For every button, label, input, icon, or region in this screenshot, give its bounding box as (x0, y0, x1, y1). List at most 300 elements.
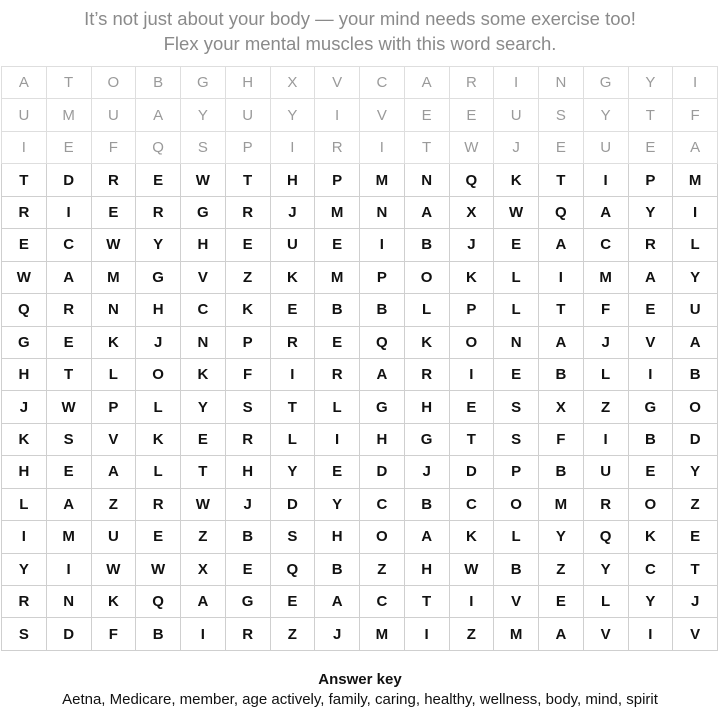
grid-cell: O (136, 358, 181, 390)
grid-row (2, 391, 718, 423)
grid-cell: N (494, 326, 539, 358)
grid-cell: O (494, 488, 539, 520)
grid-cell: F (91, 131, 136, 163)
grid-cell: A (360, 358, 405, 390)
grid-cell: T (225, 164, 270, 196)
grid-cell: Q (583, 521, 628, 553)
grid-cell: Y (539, 521, 584, 553)
grid-cell: E (46, 131, 91, 163)
grid-cell: X (270, 67, 315, 99)
grid-cell: I (315, 99, 360, 131)
grid-cell: R (270, 326, 315, 358)
answer-key-words: Aetna, Medicare, member, age actively, family, caring, healthy, wellness, body, mind, spirit (62, 691, 658, 708)
grid-cell: B (628, 423, 673, 455)
grid-cell: R (315, 131, 360, 163)
grid-cell: K (181, 358, 226, 390)
grid-cell: W (181, 164, 226, 196)
grid-cell: E (628, 294, 673, 326)
grid-cell: T (404, 131, 449, 163)
grid-cell: A (539, 229, 584, 261)
grid-cell: K (2, 423, 47, 455)
grid-cell: A (673, 131, 718, 163)
grid-cell: E (628, 131, 673, 163)
grid-cell: B (404, 488, 449, 520)
grid-cell: G (628, 391, 673, 423)
grid-cell: H (315, 521, 360, 553)
grid-cell: E (539, 131, 584, 163)
grid-row (2, 488, 718, 520)
grid-row (2, 261, 718, 293)
grid-cell: T (628, 99, 673, 131)
grid-cell: L (2, 488, 47, 520)
grid-cell: F (91, 618, 136, 651)
grid-cell: I (181, 618, 226, 651)
grid-cell: E (225, 553, 270, 585)
grid-cell: M (315, 261, 360, 293)
grid-cell: D (673, 423, 718, 455)
grid-cell: A (628, 261, 673, 293)
grid-cell: Y (315, 488, 360, 520)
grid-row (2, 196, 718, 228)
grid-cell: Q (270, 553, 315, 585)
grid-cell: C (360, 67, 405, 99)
grid-cell: B (539, 358, 584, 390)
grid-cell: A (539, 618, 584, 651)
grid-cell: E (315, 229, 360, 261)
grid-cell: W (2, 261, 47, 293)
grid-cell: P (225, 326, 270, 358)
grid-cell: V (673, 618, 718, 651)
grid-cell: E (270, 586, 315, 618)
grid-cell: E (449, 391, 494, 423)
grid-cell: D (46, 164, 91, 196)
grid-cell: W (449, 553, 494, 585)
grid-cell: E (91, 196, 136, 228)
grid-cell: X (539, 391, 584, 423)
grid-cell: Q (449, 164, 494, 196)
grid-cell: G (181, 196, 226, 228)
grid-cell: P (449, 294, 494, 326)
grid-cell: Y (2, 553, 47, 585)
grid-cell: B (494, 553, 539, 585)
grid-cell: E (136, 164, 181, 196)
grid-cell: J (225, 488, 270, 520)
grid-cell: R (628, 229, 673, 261)
grid-cell: W (91, 229, 136, 261)
grid-cell: Y (181, 99, 226, 131)
grid-cell: B (539, 456, 584, 488)
grid-cell: K (404, 326, 449, 358)
grid-cell: Y (628, 586, 673, 618)
grid-cell: A (539, 326, 584, 358)
grid-cell: J (449, 229, 494, 261)
grid-cell: Z (449, 618, 494, 651)
grid-cell: O (91, 67, 136, 99)
grid-cell: I (46, 196, 91, 228)
grid-row (2, 618, 718, 651)
grid-cell: M (46, 99, 91, 131)
grid-cell: U (583, 131, 628, 163)
grid-cell: I (628, 358, 673, 390)
grid-cell: K (225, 294, 270, 326)
grid-cell: J (270, 196, 315, 228)
grid-cell: M (360, 164, 405, 196)
grid-cell: I (404, 618, 449, 651)
grid-cell: G (136, 261, 181, 293)
grid-cell: S (46, 423, 91, 455)
grid-cell: B (136, 67, 181, 99)
grid-cell: Q (136, 131, 181, 163)
grid-cell: Q (539, 196, 584, 228)
grid-cell: E (673, 521, 718, 553)
grid-cell: E (494, 358, 539, 390)
grid-row (2, 164, 718, 196)
grid-cell: Z (270, 618, 315, 651)
grid-cell: T (2, 164, 47, 196)
grid-cell: K (449, 261, 494, 293)
grid-cell: U (583, 456, 628, 488)
grid-cell: A (2, 67, 47, 99)
grid-cell: J (136, 326, 181, 358)
grid-cell: I (2, 131, 47, 163)
grid-cell: I (673, 196, 718, 228)
grid-cell: O (449, 326, 494, 358)
grid-cell: E (449, 99, 494, 131)
grid-cell: I (2, 521, 47, 553)
grid-cell: W (181, 488, 226, 520)
grid-cell: F (583, 294, 628, 326)
grid-cell: T (270, 391, 315, 423)
grid-cell: I (628, 618, 673, 651)
grid-cell: R (91, 164, 136, 196)
grid-cell: I (583, 164, 628, 196)
grid-cell: I (360, 229, 405, 261)
grid-cell: H (136, 294, 181, 326)
grid-row (2, 586, 718, 618)
grid-cell: Z (91, 488, 136, 520)
grid-cell: T (449, 423, 494, 455)
grid-cell: W (136, 553, 181, 585)
grid-cell: L (404, 294, 449, 326)
grid-cell: N (181, 326, 226, 358)
grid-cell: A (673, 326, 718, 358)
grid-cell: P (91, 391, 136, 423)
grid-cell: J (315, 618, 360, 651)
grid-cell: T (673, 553, 718, 585)
grid-cell: B (315, 294, 360, 326)
grid-row (2, 67, 718, 99)
grid-cell: W (449, 131, 494, 163)
grid-cell: X (449, 196, 494, 228)
grid-cell: A (404, 196, 449, 228)
grid-cell: Y (583, 99, 628, 131)
grid-cell: E (136, 521, 181, 553)
grid-cell: H (360, 423, 405, 455)
grid-cell: R (2, 196, 47, 228)
grid-cell: V (360, 99, 405, 131)
grid-row (2, 358, 718, 390)
grid-cell: H (404, 391, 449, 423)
grid-cell: Y (583, 553, 628, 585)
grid-cell: J (494, 131, 539, 163)
grid-cell: B (360, 294, 405, 326)
grid-cell: P (315, 164, 360, 196)
grid-cell: A (46, 488, 91, 520)
grid-cell: C (360, 586, 405, 618)
grid-cell: O (360, 521, 405, 553)
grid-cell: G (2, 326, 47, 358)
grid-cell: E (628, 456, 673, 488)
grid-cell: L (136, 391, 181, 423)
grid-cell: K (628, 521, 673, 553)
grid-cell: J (2, 391, 47, 423)
grid-cell: K (270, 261, 315, 293)
grid-cell: L (270, 423, 315, 455)
grid-cell: Z (360, 553, 405, 585)
grid-row (2, 99, 718, 131)
grid-cell: R (225, 618, 270, 651)
grid-cell: Z (673, 488, 718, 520)
grid-cell: M (315, 196, 360, 228)
grid-cell: Y (628, 67, 673, 99)
grid-cell: B (404, 229, 449, 261)
grid-cell: R (225, 196, 270, 228)
grid-cell: K (91, 326, 136, 358)
grid-cell: A (181, 586, 226, 618)
grid-cell: E (539, 586, 584, 618)
grid-cell: A (404, 67, 449, 99)
grid-cell: D (360, 456, 405, 488)
grid-cell: V (91, 423, 136, 455)
grid-cell: I (449, 586, 494, 618)
grid-cell: Q (2, 294, 47, 326)
grid-cell: K (449, 521, 494, 553)
grid-cell: U (91, 99, 136, 131)
grid-cell: H (181, 229, 226, 261)
grid-cell: Z (225, 261, 270, 293)
grid-cell: J (404, 456, 449, 488)
grid-cell: E (494, 229, 539, 261)
grid-cell: T (539, 164, 584, 196)
grid-cell: I (539, 261, 584, 293)
grid-cell: F (673, 99, 718, 131)
grid-cell: Y (181, 391, 226, 423)
grid-cell: N (46, 586, 91, 618)
grid-cell: B (673, 358, 718, 390)
grid-cell: Y (628, 196, 673, 228)
grid-cell: Z (583, 391, 628, 423)
grid-cell: C (583, 229, 628, 261)
grid-cell: U (673, 294, 718, 326)
grid-cell: Z (181, 521, 226, 553)
grid-row (2, 294, 718, 326)
grid-cell: A (404, 521, 449, 553)
grid-cell: N (404, 164, 449, 196)
grid-cell: S (494, 423, 539, 455)
grid-cell: W (91, 553, 136, 585)
grid-cell: L (136, 456, 181, 488)
grid-cell: M (583, 261, 628, 293)
grid-cell: V (628, 326, 673, 358)
grid-cell: B (315, 553, 360, 585)
answer-key (0, 670, 720, 710)
grid-row (2, 521, 718, 553)
answer-key-title: Answer key (318, 671, 402, 688)
grid-cell: I (673, 67, 718, 99)
grid-cell: L (91, 358, 136, 390)
grid-cell: I (270, 131, 315, 163)
grid-cell: C (46, 229, 91, 261)
grid-cell: V (315, 67, 360, 99)
grid-cell: C (449, 488, 494, 520)
grid-cell: H (2, 456, 47, 488)
grid-cell: V (583, 618, 628, 651)
grid-cell: U (91, 521, 136, 553)
grid-cell: C (628, 553, 673, 585)
grid-cell: F (539, 423, 584, 455)
grid-cell: E (46, 326, 91, 358)
grid-cell: O (404, 261, 449, 293)
grid-cell: H (270, 164, 315, 196)
grid-cell: M (673, 164, 718, 196)
grid-cell: P (360, 261, 405, 293)
grid-cell: I (315, 423, 360, 455)
grid-cell: Z (539, 553, 584, 585)
grid-cell: K (136, 423, 181, 455)
grid-cell: I (46, 553, 91, 585)
grid-cell: D (270, 488, 315, 520)
grid-cell: E (46, 456, 91, 488)
grid-cell: F (225, 358, 270, 390)
grid-cell: A (91, 456, 136, 488)
grid-cell: H (2, 358, 47, 390)
grid-cell: Y (673, 456, 718, 488)
grid-cell: V (494, 586, 539, 618)
grid-cell: G (583, 67, 628, 99)
grid-cell: I (360, 131, 405, 163)
grid-cell: T (46, 67, 91, 99)
grid-cell: I (449, 358, 494, 390)
grid-cell: E (225, 229, 270, 261)
grid-cell: I (270, 358, 315, 390)
grid-cell: R (136, 488, 181, 520)
grid-cell: R (583, 488, 628, 520)
grid-cell: N (539, 67, 584, 99)
grid-cell: W (46, 391, 91, 423)
grid-cell: J (583, 326, 628, 358)
grid-cell: W (494, 196, 539, 228)
grid-cell: M (91, 261, 136, 293)
grid-cell: J (673, 586, 718, 618)
grid-cell: S (494, 391, 539, 423)
grid-row (2, 553, 718, 585)
grid-cell: K (494, 164, 539, 196)
grid-cell: O (673, 391, 718, 423)
grid-cell: U (494, 99, 539, 131)
grid-cell: C (360, 488, 405, 520)
grid-cell: T (46, 358, 91, 390)
grid-cell: G (181, 67, 226, 99)
grid-cell: R (315, 358, 360, 390)
grid-cell: S (181, 131, 226, 163)
grid-cell: L (494, 521, 539, 553)
grid-cell: M (539, 488, 584, 520)
grid-cell: R (404, 358, 449, 390)
grid-cell: U (270, 229, 315, 261)
intro-text (0, 6, 720, 56)
grid-cell: E (404, 99, 449, 131)
grid-cell: S (225, 391, 270, 423)
grid-cell: T (404, 586, 449, 618)
grid-cell: L (673, 229, 718, 261)
grid-cell: E (315, 326, 360, 358)
grid-cell: X (181, 553, 226, 585)
intro-line-1: It’s not just about your body — your mind needs some exercise too! (84, 8, 636, 29)
grid-row (2, 229, 718, 261)
grid-cell: L (494, 294, 539, 326)
grid-cell: S (539, 99, 584, 131)
grid-cell: M (494, 618, 539, 651)
grid-row (2, 456, 718, 488)
grid-cell: Y (136, 229, 181, 261)
grid-cell: E (315, 456, 360, 488)
grid-cell: P (225, 131, 270, 163)
grid-cell: B (136, 618, 181, 651)
grid-cell: R (449, 67, 494, 99)
grid-cell: U (2, 99, 47, 131)
grid-cell: R (225, 423, 270, 455)
grid-cell: Y (270, 456, 315, 488)
grid-cell: Y (673, 261, 718, 293)
grid-cell: H (225, 67, 270, 99)
grid-cell: N (360, 196, 405, 228)
grid-cell: P (628, 164, 673, 196)
grid-cell: E (181, 423, 226, 455)
grid-cell: G (360, 391, 405, 423)
grid-cell: A (583, 196, 628, 228)
grid-cell: T (181, 456, 226, 488)
grid-cell: Q (360, 326, 405, 358)
grid-cell: V (181, 261, 226, 293)
grid-cell: P (494, 456, 539, 488)
grid-cell: I (494, 67, 539, 99)
grid-cell: R (136, 196, 181, 228)
word-search-grid (1, 66, 718, 651)
grid-cell: L (583, 358, 628, 390)
grid-cell: L (583, 586, 628, 618)
grid-cell: A (315, 586, 360, 618)
grid-cell: E (2, 229, 47, 261)
grid-cell: Q (136, 586, 181, 618)
grid-cell: E (270, 294, 315, 326)
grid-cell: S (2, 618, 47, 651)
grid-cell: A (136, 99, 181, 131)
grid-cell: G (225, 586, 270, 618)
grid-cell: R (2, 586, 47, 618)
grid-cell: H (225, 456, 270, 488)
grid-cell: O (628, 488, 673, 520)
grid-cell: K (91, 586, 136, 618)
grid-cell: C (181, 294, 226, 326)
grid-cell: H (404, 553, 449, 585)
grid-cell: A (46, 261, 91, 293)
grid-cell: S (270, 521, 315, 553)
grid-cell: L (315, 391, 360, 423)
grid-row (2, 326, 718, 358)
grid-cell: L (494, 261, 539, 293)
grid-cell: D (449, 456, 494, 488)
grid-cell: B (225, 521, 270, 553)
